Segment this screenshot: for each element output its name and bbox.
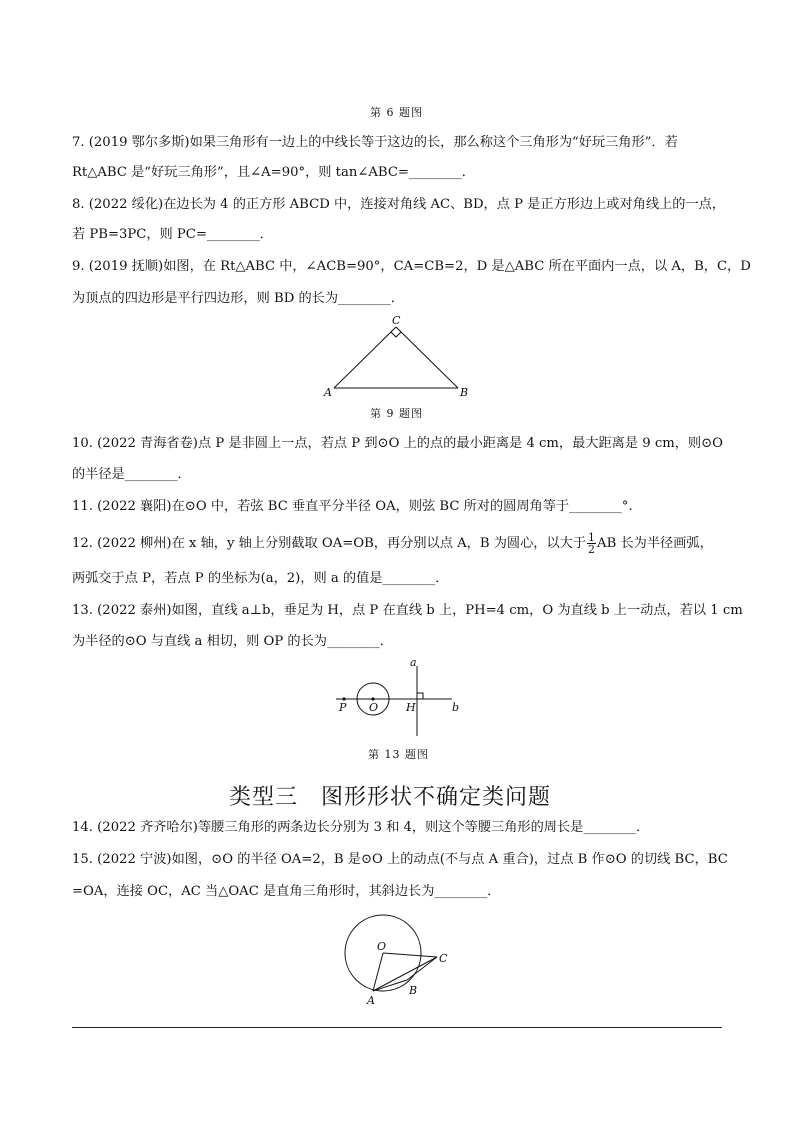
label-a: a [410,656,417,669]
fraction-denominator: 2 [588,543,596,556]
label-b: B [409,984,418,997]
question-10-line-1: 10. (2022 青海省卷)点 P 是非圆上一点，若点 P 到⊙O 上的点的最小距离是 4 cm，最大距离是 9 cm，则⊙O [72,436,723,451]
question-10-line-2: 的半径是________． [72,467,191,482]
question-13-line-2: 为半径的⊙O 与直线 a 相切，则 OP 的长为________． [72,634,393,649]
label-c: C [439,952,448,965]
label-a: A [324,386,332,399]
figure-15-diagram [335,910,465,1010]
question-12-line-1 [72,532,713,555]
label-o: O [377,940,387,953]
question-8-line-1: 8. (2022 绥化)在边长为 4 的正方形 ABCD 中，连接对角线 AC、BD，点 P 是正方形边上或对角线上的一点， [72,197,725,212]
question-13-line-1: 13. (2022 泰州)如图，直线 a⊥b，垂足为 H，点 P 在直线 b 上，PH=4 cm，O 为直线 b 上一动点，若以 1 cm [72,603,743,618]
label-p: P [339,701,347,714]
segment-oa [373,953,383,991]
fraction-numerator: 1 [588,531,596,544]
label-b: b [452,701,460,714]
question-7-line-2: Rt△ABC 是“好玩三角形”，且∠A=90°，则 tan∠ABC=________． [72,165,475,180]
question-8-line-2: 若 PB=3PC，则 PC=________． [72,227,273,242]
segment-cb [396,327,458,388]
figure-13-diagram [330,656,470,738]
question-15-line-2: =OA，连接 OC，AC 当△OAC 是直角三角形时，其斜边长为________． [72,884,501,899]
question-9-line-1: 9. (2019 抚顺)如图，在 Rt△ABC 中，∠ACB=90°，CA=CB=2，D 是△ABC 所在平面内一点，以 A，B，C，D [72,259,751,274]
question-14-line-1: 14. (2022 齐齐哈尔)等腰三角形的两条边长分别为 3 和 4，则这个等腰三角形的周长是________． [72,820,650,835]
right-angle-mark [391,332,401,337]
question-12-line-2: 两弧交于点 P，若点 P 的坐标为(a，2)，则 a 的值是________． [72,571,449,586]
question-15-line-1: 15. (2022 宁波)如图，⊙O 的半径 OA=2，B 是⊙O 上的动点(不与点 A 重合)，过点 B 作⊙O 的切线 BC，BC [72,852,728,867]
label-o: O [369,701,379,714]
question-11-line-1: 11. (2022 襄阳)在⊙O 中，若弦 BC 垂直平分半径 OA，则弦 BC 所对的圆周角等于________°. [72,499,633,514]
right-angle-mark [417,693,423,699]
figure-9-caption: 第 9 题图 [370,407,423,420]
segment-bc [407,957,437,980]
figure-6-caption: 第 6 题图 [370,106,423,119]
label-a: A [367,994,375,1007]
segment-ac [373,957,437,991]
page-bottom-rule [72,1027,722,1028]
fraction-one-half [587,532,596,555]
question-9-line-2: 为顶点的四边形是平行四边形，则 BD 的长为________． [72,291,404,306]
question-12-text-a: 12. (2022 柳州)在 x 轴，y 轴上分别截取 OA=OB，再分别以点 A，B 为圆心，以大于 [72,536,587,551]
label-c: C [392,314,401,327]
question-12-text-b: AB 长为半径画弧， [597,536,713,551]
segment-oc [383,953,437,957]
figure-13-caption: 第 13 题图 [368,748,429,761]
label-b: B [460,386,469,399]
question-7-line-1: 7. (2019 鄂尔多斯)如果三角形有一边上的中线长等于这边的长，那么称这个三角形为“好玩三角形”．若 [72,135,678,150]
figure-9-triangle [318,312,478,402]
segment-ac [334,327,396,388]
section-heading: 类型三 图形形状不确定类问题 [229,785,552,810]
label-h: H [406,701,416,714]
